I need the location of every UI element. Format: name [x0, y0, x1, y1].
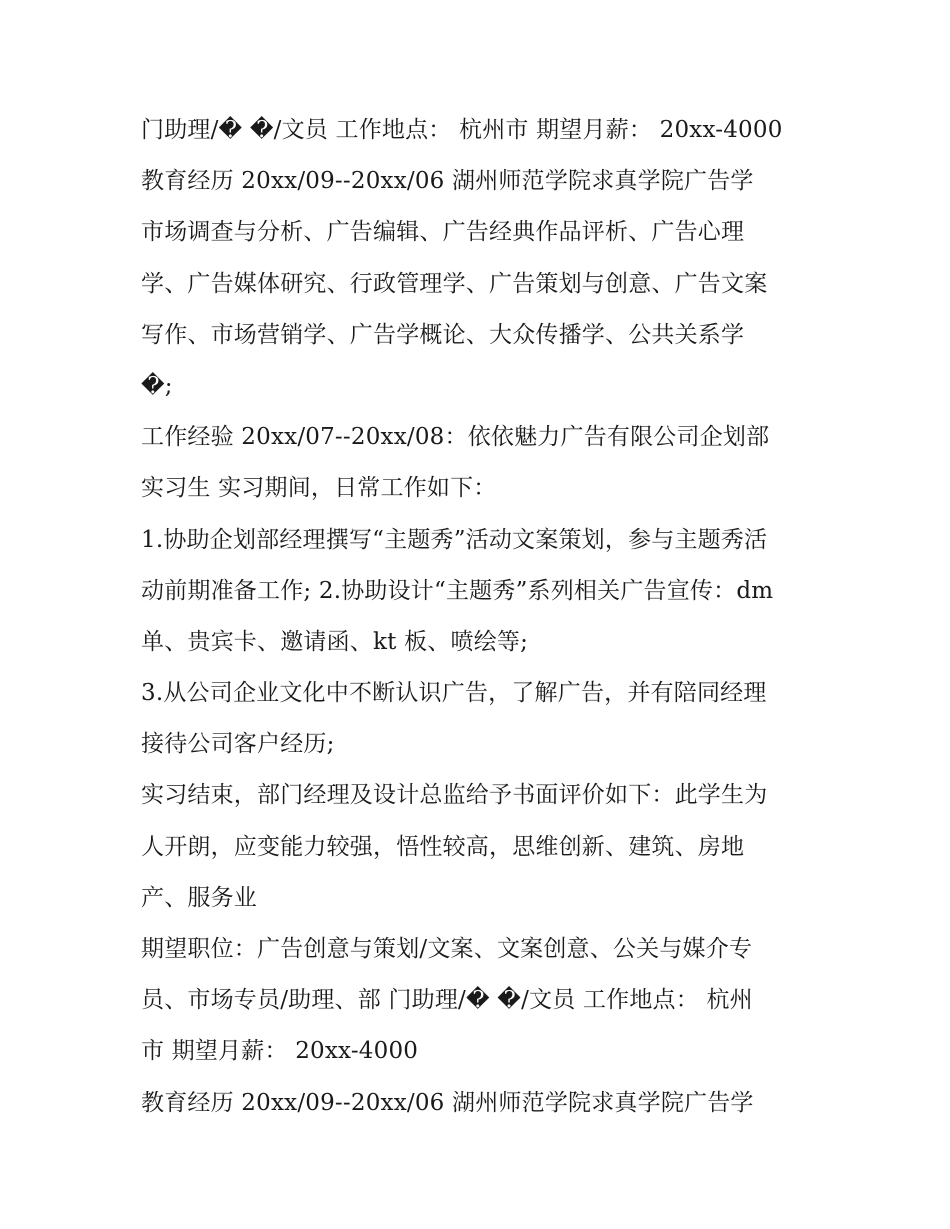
text-line: 3.从公司企业文化中不断认识广告，了解广告，并有陪同经理 — [141, 680, 767, 707]
text-line: 人开朗，应变能力较强，悟性较高，思维创新、建筑、房地 — [141, 833, 745, 860]
text-line: 实习结束，部门经理及设计总监给予书面评价如下：此学生为 — [141, 782, 768, 809]
text-line: 期望职位：广告创意与策划/文案、文案创意、公关与媒介专 — [141, 936, 753, 962]
text-line: 市 期望月薪： 20xx-4000 — [141, 1038, 419, 1065]
text-line: 动前期准备工作; 2.协助设计“主题秀”系列相关广告宣传：dm — [141, 577, 774, 604]
text-line: 市场调查与分析、广告编辑、广告经典作品评析、广告心理 — [141, 219, 745, 246]
text-line: 写作、市场营销学、广告学概论、大众传播学、公共关系学 — [141, 321, 745, 348]
text-line: 工作经验 20xx/07--20xx/08：依依魅力广告有限公司企划部 — [141, 424, 770, 451]
text-line: �; — [141, 372, 173, 399]
text-line: 门助理/� �/文员 工作地点： 杭州市 期望月薪： 20xx-4000 — [141, 117, 783, 143]
text-line: 单、贵宾卡、邀请函、kt 板、喷绘等; — [141, 628, 529, 655]
text-line: 教育经历 20xx/09--20xx/06 湖州师范学院求真学院广告学 — [141, 1089, 754, 1116]
text-line: 产、服务业 — [141, 884, 257, 911]
document-body — [141, 109, 821, 1133]
text-line: 实习生 实习期间，日常工作如下： — [141, 475, 497, 502]
text-line: 1.协助企划部经理撰写“主题秀”活动文案策划，参与主题秀活 — [141, 526, 768, 553]
text-line: 教育经历 20xx/09--20xx/06 湖州师范学院求真学院广告学 — [141, 168, 754, 195]
text-line: 接待公司客户经历; — [141, 731, 335, 758]
text-line: 学、广告媒体研究、行政管理学、广告策划与创意、广告文案 — [141, 270, 768, 297]
text-line: 员、市场专员/助理、部 门助理/� �/文员 工作地点： 杭州 — [141, 987, 753, 1014]
